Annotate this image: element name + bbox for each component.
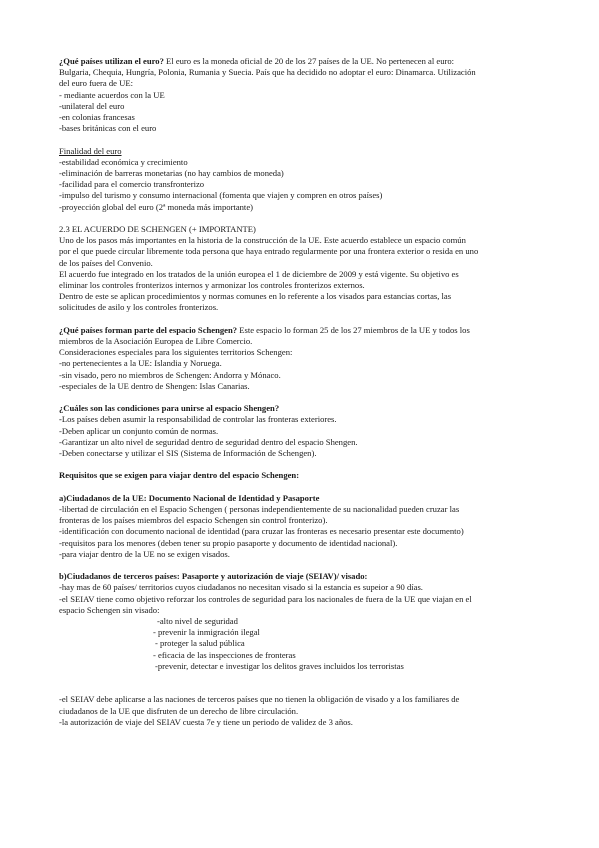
list-item: -Garantizar un alto nivel de seguridad dentro de seguridad dentro del espacio Shengen. [59, 436, 358, 447]
sub-list-item: -prevenir, detectar e investigar los delitos graves incluidos los terroristas [155, 660, 404, 671]
list-item: -bases británicas con el euro [59, 123, 157, 134]
list-item: -identificación con documento nacional de identidad (para cruzar las fronteras es necesario presentar este documento) [59, 526, 464, 537]
text-line: por el que puede circular libremente toda persona que haya entrado regularmente por una frontera exterior o resida en uno [59, 246, 479, 257]
list-item: -para viajar dentro de la UE no se exigen visados. [59, 548, 230, 559]
heading-schengen: 2.3 EL ACUERDO DE SCHENGEN (+ IMPORTANTE) [59, 224, 256, 235]
list-item: -facilidad para el comercio transfronterizo [59, 179, 205, 190]
text-line: eliminar los controles fronterizos internos y armonizar los controles fronterizos externos. [59, 280, 365, 291]
list-item: -unilateral del euro [59, 100, 125, 111]
list-item: -hay mas de 60 países/ territorios cuyos ciudadanos no necesitan visado si la estancia es supeior a 90 días. [59, 582, 423, 593]
list-item [59, 414, 543, 425]
text-line: Los países deben asumir la responsabilidad de controlar las fronteras exteriores. [61, 414, 337, 425]
list-item: - mediante acuerdos con la UE [59, 89, 165, 100]
list-item: -Deben conectarse y utilizar el SIS (Sistema de Información de Schengen). [59, 448, 317, 459]
list-item: -requisitos para los menores (deben tener su propio pasaporte y documento de identidad nacional). [59, 537, 398, 548]
heading-finalidad-euro: Finalidad del euro [59, 145, 122, 156]
question-euro-countries: ¿Qué países utilizan el euro? [59, 56, 164, 66]
text-line: -libertad de circulación en el Espacio Schengen ( personas independientemente de su nacionalidad pueden cruzar las [59, 504, 460, 515]
dash-marker: - [59, 414, 62, 425]
list-item: -Deben aplicar un conjunto común de normas. [59, 425, 219, 436]
text-line: El euro es la moneda oficial de 20 de los 27 países de la UE. No pertenecen al euro: [163, 56, 455, 66]
text-line: Este espacio lo forman 25 de los 27 miembros de la UE y todos los [237, 324, 470, 335]
text-line: espacio Schengen sin visado: [59, 604, 160, 615]
sub-list-item: - prevenir la inmigración ilegal [153, 627, 260, 638]
text-line: miembros de la Asociación Europea de Libre Comercio. [59, 336, 253, 347]
text-line: El acuerdo fue integrado en los tratados de la unión europea el 1 de diciembre de 2009 y está vigente. Su objetivo es [59, 268, 459, 279]
question-conditions: ¿Cuáles son las condiciones para unirse al espacio Shengen? [59, 403, 280, 414]
list-item: -eliminación de barreras monetarias (no hay cambios de moneda) [59, 168, 284, 179]
sub-list-item: -alto nivel de seguridad [157, 616, 238, 627]
list-item: -el SEIAV debe aplicarse a las naciones de terceros países que no tienen la obligación de visado y a los familiares de [59, 694, 460, 705]
document-page [59, 56, 543, 728]
heading-terceros-paises: b)Ciudadanos de terceros países: Pasaporte y autorización de viaje (SEIAV)/ visado: [59, 571, 368, 582]
text-line: Dentro de este se aplican procedimientos y normas comunes en lo referente a los visados para estancias cortas, las [59, 291, 452, 302]
list-item: -la autorización de viaje del SEIAV cuesta 7e y tiene un periodo de validez de 3 años. [59, 716, 353, 727]
paragraph-euro-countries [59, 56, 543, 67]
text-line: Consideraciones especiales para los siguientes territorios Schengen: [59, 347, 293, 358]
question-schengen-members: ¿Qué países forman parte del espacio Schengen? [59, 324, 238, 335]
paragraph-schengen-members [59, 325, 543, 336]
text-line: Bulgaria, Chequia, Hungría, Polonia, Rumania y Suecia. País que ha decidido no adoptar el euro: Dinamarca. Utilización [59, 67, 476, 78]
list-item: -estabilidad económica y crecimiento [59, 156, 188, 167]
list-item: -sin visado, pero no miembros de Schengen: Andorra y Mónaco. [59, 369, 281, 380]
sub-list-item: - eficacia de las inspecciones de fronteras [153, 649, 296, 660]
list-item: -especiales de la UE dentro de Shengen: Islas Canarias. [59, 380, 250, 391]
heading-requisitos: Requisitos que se exigen para viajar dentro del espacio Schengen: [59, 470, 300, 481]
heading-ciudadanos-ue: a)Ciudadanos de la UE: Documento Nacional de Identidad y Pasaporte [59, 492, 320, 503]
list-item: -en colonias francesas [59, 112, 135, 123]
list-item: -impulso del turismo y consumo internacional (fomenta que viajen y compren en otros países) [59, 190, 383, 201]
text-line: -el SEIAV tiene como objetivo reforzar los controles de seguridad para los nacionales de fuera de la UE que viajan en el [59, 593, 472, 604]
text-line: solicitudes de asilo y los controles fronterizos. [59, 302, 219, 313]
list-item: -proyección global del euro (2ª moneda más importante) [59, 201, 253, 212]
sub-list-item: - proteger la salud pública [155, 638, 245, 649]
text-line: fronteras de los países miembros del espacio Schengen sin control fronterizo). [59, 515, 328, 526]
text-line: de los países del Convenio. [59, 257, 153, 268]
text-line: Uno de los pasos más importantes en la historia de la construcción de la UE. Este acuerdo establece un espacio común [59, 235, 466, 246]
text-line: ciudadanos de la UE que disfruten de un derecho de libre circulación. [59, 705, 299, 716]
text-line: del euro fuera de UE: [59, 78, 133, 89]
list-item: -no pertenecientes a la UE: Islandia y Noruega. [59, 358, 222, 369]
